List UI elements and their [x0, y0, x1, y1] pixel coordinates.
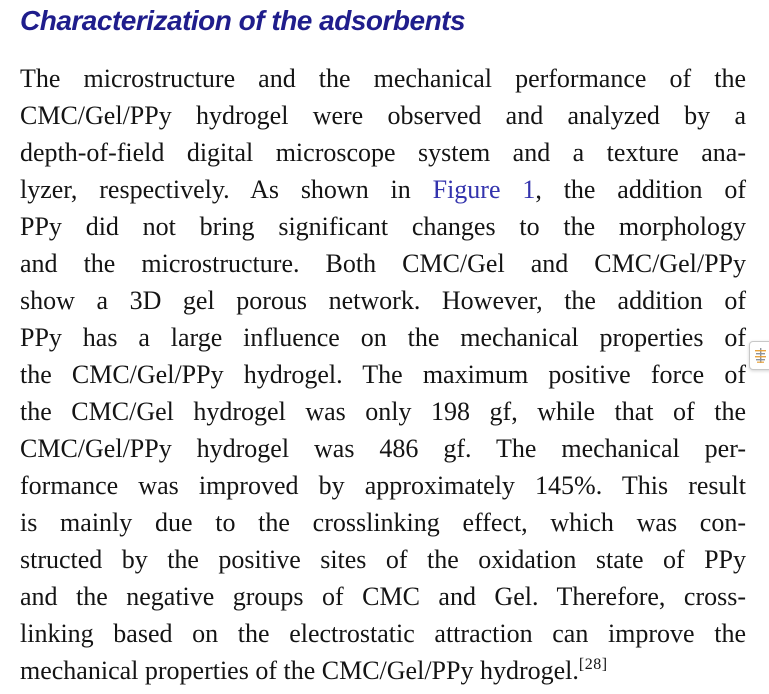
text-line: formance was improved by approximately 145%. This result	[20, 471, 746, 500]
citation-28: [28]	[578, 656, 608, 673]
text-line: PPy did not bring significant changes to the morphology	[20, 212, 746, 241]
text-line: the CMC/Gel hydrogel was only 198 gf, while that of the	[20, 397, 746, 426]
text-segment: lyzer, respectively. As shown in	[20, 175, 433, 204]
text-line: is mainly due to the crosslinking effect, which was con-	[20, 508, 746, 537]
figure-1-link[interactable]: Figure 1	[432, 175, 536, 204]
text-line: structed by the positive sites of the oxidation state of PPy	[20, 545, 746, 574]
text-line: linking based on the electrostatic attraction can improve the	[20, 619, 746, 648]
section-heading: Characterization of the adsorbents	[20, 5, 466, 36]
text-line: show a 3D gel porous network. However, the addition of	[20, 286, 746, 315]
translate-button[interactable]	[749, 341, 769, 370]
text-line	[20, 652, 746, 689]
text-line: the CMC/Gel/PPy hydrogel. The maximum positive force of	[20, 360, 746, 389]
text-line: CMC/Gel/PPy hydrogel were observed and analyzed by a	[20, 101, 746, 130]
text-line: depth-of-field digital microscope system and a texture ana-	[20, 138, 746, 167]
text-line	[20, 171, 746, 208]
text-segment: , the addition of	[535, 175, 747, 204]
text-line: CMC/Gel/PPy hydrogel was 486 gf. The mechanical per-	[20, 434, 746, 463]
text-segment: mechanical properties of the CMC/Gel/PPy hydrogel.	[20, 656, 579, 685]
translate-icon	[754, 348, 767, 363]
text-line: PPy has a large influence on the mechanical properties of	[20, 323, 746, 352]
text-line: and the microstructure. Both CMC/Gel and CMC/Gel/PPy	[20, 249, 746, 278]
text-line: The microstructure and the mechanical performance of the	[20, 64, 746, 93]
text-line: and the negative groups of CMC and Gel. Therefore, cross-	[20, 582, 746, 611]
paragraph	[20, 60, 746, 689]
